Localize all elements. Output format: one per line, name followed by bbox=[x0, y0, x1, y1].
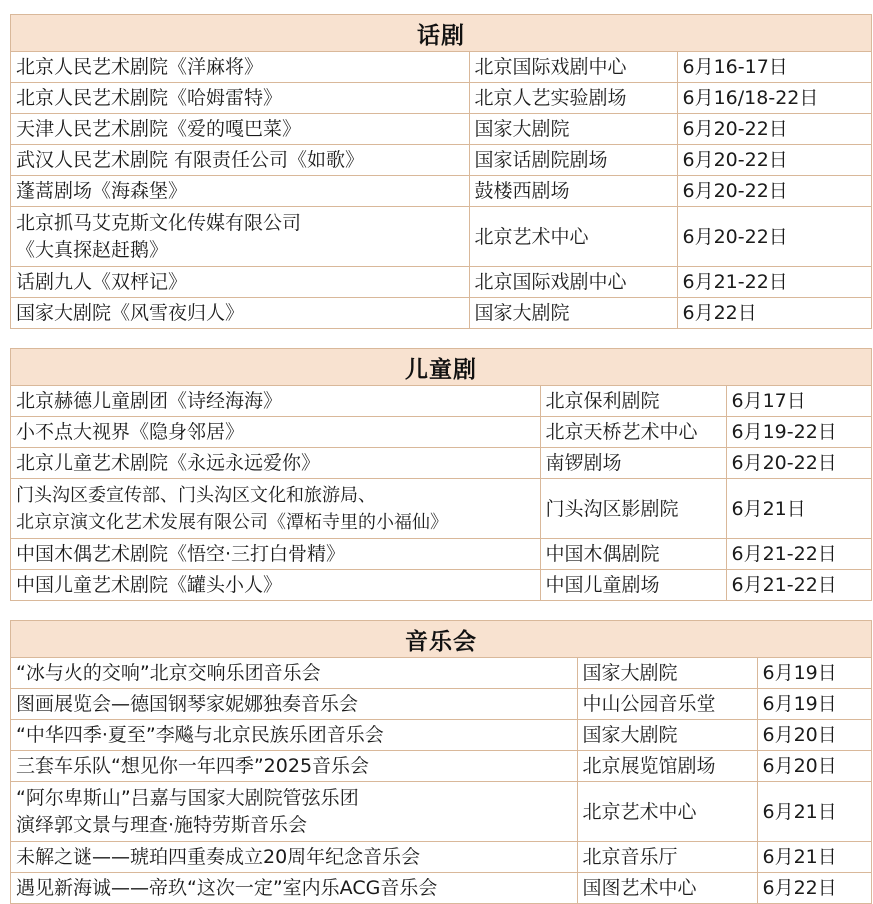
venue-cell: 北京艺术中心 bbox=[577, 782, 757, 842]
date-cell: 6月20-22日 bbox=[726, 448, 871, 479]
venue-cell: 中国儿童剧场 bbox=[540, 570, 726, 601]
date-cell: 6月19日 bbox=[757, 658, 871, 689]
venue-cell: 门头沟区影剧院 bbox=[540, 479, 726, 539]
section-drama bbox=[10, 14, 872, 329]
show-cell bbox=[11, 782, 577, 842]
show-cell: 国家大剧院《风雪夜归人》 bbox=[11, 298, 469, 329]
table-row bbox=[11, 448, 871, 479]
venue-cell: 国家大剧院 bbox=[469, 114, 677, 145]
show-cell: 中国木偶艺术剧院《悟空·三打白骨精》 bbox=[11, 539, 540, 570]
section-title: 儿童剧 bbox=[11, 349, 871, 386]
show-cell: 天津人民艺术剧院《爱的嘎巴菜》 bbox=[11, 114, 469, 145]
table-row bbox=[11, 114, 871, 145]
show-cell: 话剧九人《双枰记》 bbox=[11, 267, 469, 298]
venue-cell: 北京艺术中心 bbox=[469, 207, 677, 267]
section-concert bbox=[10, 620, 872, 904]
table-row bbox=[11, 479, 871, 539]
show-cell: “冰与火的交响”北京交响乐团音乐会 bbox=[11, 658, 577, 689]
schedule-table bbox=[11, 658, 871, 903]
show-cell: 武汉人民艺术剧院 有限责任公司《如歌》 bbox=[11, 145, 469, 176]
show-cell: 中国儿童艺术剧院《罐头小人》 bbox=[11, 570, 540, 601]
show-line: 北京京演文化艺术发展有限公司《潭柘寺里的小福仙》 bbox=[16, 511, 448, 533]
venue-cell: 北京人艺实验剧场 bbox=[469, 83, 677, 114]
show-cell: 北京人民艺术剧院《哈姆雷特》 bbox=[11, 83, 469, 114]
date-cell: 6月21-22日 bbox=[726, 539, 871, 570]
show-cell: 北京儿童艺术剧院《永远永远爱你》 bbox=[11, 448, 540, 479]
date-cell: 6月20-22日 bbox=[677, 207, 871, 267]
date-cell: 6月20日 bbox=[757, 751, 871, 782]
venue-cell: 国图艺术中心 bbox=[577, 873, 757, 904]
show-cell: 三套车乐队“想见你一年四季”2025音乐会 bbox=[11, 751, 577, 782]
show-line: 《大真探赵赶鹅》 bbox=[16, 238, 169, 261]
section-title: 话剧 bbox=[11, 15, 871, 52]
date-cell: 6月21日 bbox=[757, 842, 871, 873]
venue-cell: 国家大剧院 bbox=[577, 658, 757, 689]
table-row bbox=[11, 145, 871, 176]
date-cell: 6月19-22日 bbox=[726, 417, 871, 448]
venue-cell: 国家大剧院 bbox=[469, 298, 677, 329]
venue-cell: 国家大剧院 bbox=[577, 720, 757, 751]
date-cell: 6月17日 bbox=[726, 386, 871, 417]
venue-cell: 鼓楼西剧场 bbox=[469, 176, 677, 207]
venue-cell: 北京展览馆剧场 bbox=[577, 751, 757, 782]
date-cell: 6月21-22日 bbox=[726, 570, 871, 601]
table-row bbox=[11, 386, 871, 417]
table-row bbox=[11, 720, 871, 751]
date-cell: 6月20-22日 bbox=[677, 114, 871, 145]
section-children-theater bbox=[10, 348, 872, 601]
table-row bbox=[11, 539, 871, 570]
table-row bbox=[11, 267, 871, 298]
venue-cell: 国家话剧院剧场 bbox=[469, 145, 677, 176]
venue-cell: 北京国际戏剧中心 bbox=[469, 267, 677, 298]
venue-cell: 北京天桥艺术中心 bbox=[540, 417, 726, 448]
table-row bbox=[11, 298, 871, 329]
date-cell: 6月22日 bbox=[757, 873, 871, 904]
table-row bbox=[11, 52, 871, 83]
show-cell bbox=[11, 207, 469, 267]
show-cell: 小不点大视界《隐身邻居》 bbox=[11, 417, 540, 448]
date-cell: 6月20日 bbox=[757, 720, 871, 751]
date-cell: 6月21日 bbox=[757, 782, 871, 842]
table-row bbox=[11, 842, 871, 873]
table-row bbox=[11, 207, 871, 267]
venue-cell: 中国木偶剧院 bbox=[540, 539, 726, 570]
show-cell bbox=[11, 479, 540, 539]
date-cell: 6月20-22日 bbox=[677, 145, 871, 176]
table-row bbox=[11, 658, 871, 689]
table-row bbox=[11, 83, 871, 114]
show-cell: 蓬蒿剧场《海森堡》 bbox=[11, 176, 469, 207]
venue-cell: 中山公园音乐堂 bbox=[577, 689, 757, 720]
show-cell: 未解之谜——琥珀四重奏成立20周年纪念音乐会 bbox=[11, 842, 577, 873]
table-row bbox=[11, 782, 871, 842]
show-cell: 北京人民艺术剧院《洋麻将》 bbox=[11, 52, 469, 83]
venue-cell: 北京音乐厅 bbox=[577, 842, 757, 873]
show-cell: 图画展览会—德国钢琴家妮娜独奏音乐会 bbox=[11, 689, 577, 720]
venue-cell: 北京国际戏剧中心 bbox=[469, 52, 677, 83]
show-line: 北京抓马艾克斯文化传媒有限公司 bbox=[16, 211, 302, 234]
date-cell: 6月16/18-22日 bbox=[677, 83, 871, 114]
venue-cell: 南锣剧场 bbox=[540, 448, 726, 479]
date-cell: 6月21-22日 bbox=[677, 267, 871, 298]
date-cell: 6月16-17日 bbox=[677, 52, 871, 83]
date-cell: 6月19日 bbox=[757, 689, 871, 720]
section-title: 音乐会 bbox=[11, 621, 871, 658]
table-row bbox=[11, 417, 871, 448]
venue-cell: 北京保利剧院 bbox=[540, 386, 726, 417]
show-cell: “中华四季·夏至”李飚与北京民族乐团音乐会 bbox=[11, 720, 577, 751]
schedule-table bbox=[11, 52, 871, 328]
date-cell: 6月20-22日 bbox=[677, 176, 871, 207]
table-row bbox=[11, 570, 871, 601]
show-line: 门头沟区委宣传部、门头沟区文化和旅游局、 bbox=[16, 484, 376, 506]
show-line: “阿尔卑斯山”吕嘉与国家大剧院管弦乐团 bbox=[16, 786, 359, 809]
show-cell: 遇见新海诚——帝玖“这次一定”室内乐ACG音乐会 bbox=[11, 873, 577, 904]
schedule-table bbox=[11, 386, 871, 600]
table-row bbox=[11, 751, 871, 782]
table-row bbox=[11, 176, 871, 207]
date-cell: 6月21日 bbox=[726, 479, 871, 539]
date-cell: 6月22日 bbox=[677, 298, 871, 329]
table-row bbox=[11, 689, 871, 720]
show-cell: 北京赫德儿童剧团《诗经海海》 bbox=[11, 386, 540, 417]
show-line: 演绎郭文景与理查·施特劳斯音乐会 bbox=[16, 813, 308, 836]
table-row bbox=[11, 873, 871, 904]
